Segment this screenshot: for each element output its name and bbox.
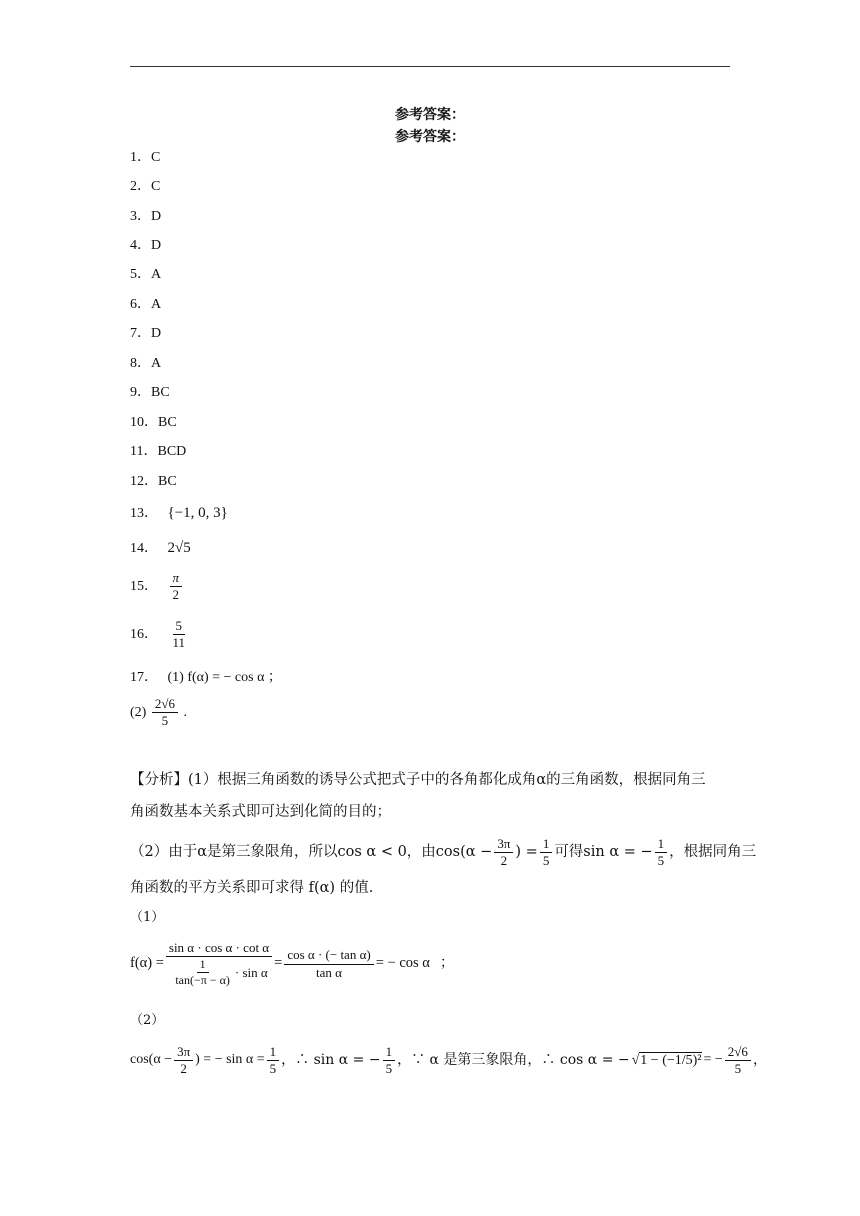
answer-9: 9．BC: [130, 385, 170, 400]
fraction-numerator: 1: [540, 836, 553, 853]
fraction-denominator: 11: [172, 635, 186, 651]
formula-text: ) = − sin α =: [195, 1052, 265, 1068]
answer-11: 11．BCD: [130, 444, 187, 459]
fraction: [540, 836, 553, 870]
fraction-numerator: cos α · (− tan α): [284, 947, 373, 964]
fraction-denominator: 2: [500, 853, 508, 869]
answer-13-value: {−1, 0, 3}: [167, 505, 228, 521]
fraction-numerator: π: [170, 570, 183, 587]
analysis-text: （2）由于α是第三象限角，所以cos α < 0，由cos(α −: [130, 844, 493, 861]
inner-fraction: [172, 957, 233, 988]
fraction-numerator: 2√6: [152, 696, 178, 713]
compound-fraction: [166, 940, 272, 988]
fraction: [284, 947, 373, 981]
answer-6: 6．A: [130, 297, 162, 312]
solution-1-label: （1）: [130, 910, 165, 925]
answer-17: [130, 666, 282, 686]
part2-label: (2): [130, 704, 147, 720]
fraction: [655, 836, 668, 870]
fraction-denominator: 5: [385, 1061, 393, 1077]
answer-2: 2．C: [130, 179, 161, 194]
analysis-text: 可得sin α = −: [554, 844, 653, 861]
answer-16: [130, 618, 190, 652]
formula-text: = −: [703, 1052, 723, 1068]
answer-14: [130, 537, 191, 557]
answer-17-part1: (1) f(α) = − cos α ；: [167, 670, 282, 685]
answer-10: 10．BC: [130, 415, 177, 430]
answer-16-number: 16．: [130, 626, 158, 642]
answer-13: [130, 502, 228, 522]
solution-2-label: （2）: [130, 1013, 165, 1028]
answer-17-part2: [130, 696, 187, 730]
sqrt-expression: √1 − (−1/5)²: [631, 1052, 702, 1068]
fraction-numerator: sin α · cos α · cot α: [166, 940, 272, 957]
formula-semicolon: ；: [439, 955, 455, 972]
answer-14-number: 14．: [130, 541, 158, 556]
answer-15: [130, 570, 184, 604]
analysis-text: ) =: [515, 844, 538, 861]
formula-text: ，∴ sin α = −: [281, 1052, 381, 1069]
denominator-tail: · sin α: [234, 964, 268, 980]
answer-3: 3．D: [130, 209, 162, 224]
fraction: [383, 1044, 396, 1078]
fraction-denominator: tan α: [316, 964, 342, 980]
fraction: [174, 1044, 193, 1078]
analysis-line-2: 角函数基本关系式即可达到化简的目的；: [130, 804, 391, 820]
formula-result: = − cos α: [375, 955, 430, 972]
analysis-line-3: [130, 836, 756, 870]
fraction-numerator: 2√6: [725, 1044, 751, 1061]
formula-text: ，: [752, 1052, 767, 1069]
answer-title: 参考答案：: [395, 107, 465, 123]
fraction-denominator: 5: [657, 853, 665, 869]
answer-15-number: 15．: [130, 578, 158, 594]
formula-lhs: f(α) =: [130, 955, 164, 972]
fraction-numerator: 1: [197, 957, 209, 973]
answer-title-repeat: 参考答案：: [395, 129, 465, 145]
answer-13-number: 13．: [130, 506, 158, 521]
fraction: [494, 836, 513, 870]
fraction-numerator: 3π: [174, 1044, 193, 1061]
fraction-denominator: 2: [172, 587, 179, 603]
fraction-denominator: [167, 957, 270, 988]
answer-4: 4．D: [130, 238, 162, 253]
answer-7: 7．D: [130, 326, 162, 341]
fraction-denominator: 5: [161, 713, 169, 729]
answer-17-number: 17．: [130, 670, 158, 685]
fraction-denominator: 5: [269, 1061, 277, 1077]
answer-1: 1．C: [130, 150, 161, 165]
fraction-numerator: 1: [267, 1044, 280, 1061]
formula-text: ，∵ α 是第三象限角，∴ cos α = −: [397, 1052, 630, 1069]
fraction-denominator: 2: [180, 1061, 187, 1077]
answer-8: 8．A: [130, 356, 162, 371]
fraction-denominator: tan(−π − α): [175, 973, 230, 988]
analysis-line-1: 【分析】(1）根据三角函数的诱导公式把式子中的各角都化成角α的三角函数，根据同角三: [130, 772, 706, 788]
analysis-text: ，根据同角三: [669, 844, 757, 861]
answer-17-fraction: [152, 696, 178, 730]
fraction-numerator: 1: [655, 836, 668, 853]
answer-15-fraction: [170, 570, 183, 604]
analysis-line-4: 角函数的平方关系即可求得 f(α) 的值.: [130, 880, 374, 896]
answer-12: 12．BC: [130, 474, 177, 489]
answer-14-value: 2√5: [167, 540, 191, 556]
solution-2-formula: [130, 1044, 767, 1078]
fraction: [267, 1044, 280, 1078]
fraction-numerator: 3π: [494, 836, 513, 853]
solution-1-formula: f(α) = sin α · cos α · cot α $\frac{1}{\tan(-\pi - \alpha)}$ · sin α = $\frac{\text{cos α · (− tan α)}}{\text{tan α}}$ = − cos α ；: [130, 940, 455, 988]
fraction-denominator: 5: [542, 853, 550, 869]
answer-16-fraction: [170, 618, 189, 652]
formula-text: cos(α −: [130, 1052, 173, 1068]
sqrt-radicand: 1 − (−1/5)²: [640, 1052, 702, 1068]
fraction: [725, 1044, 751, 1078]
part2-period: .: [183, 704, 187, 720]
header-rule: [130, 66, 730, 67]
fraction-numerator: 5: [173, 618, 186, 635]
fraction-numerator: 1: [383, 1044, 396, 1061]
fraction-denominator: 5: [734, 1061, 742, 1077]
answer-5: 5．A: [130, 267, 162, 282]
